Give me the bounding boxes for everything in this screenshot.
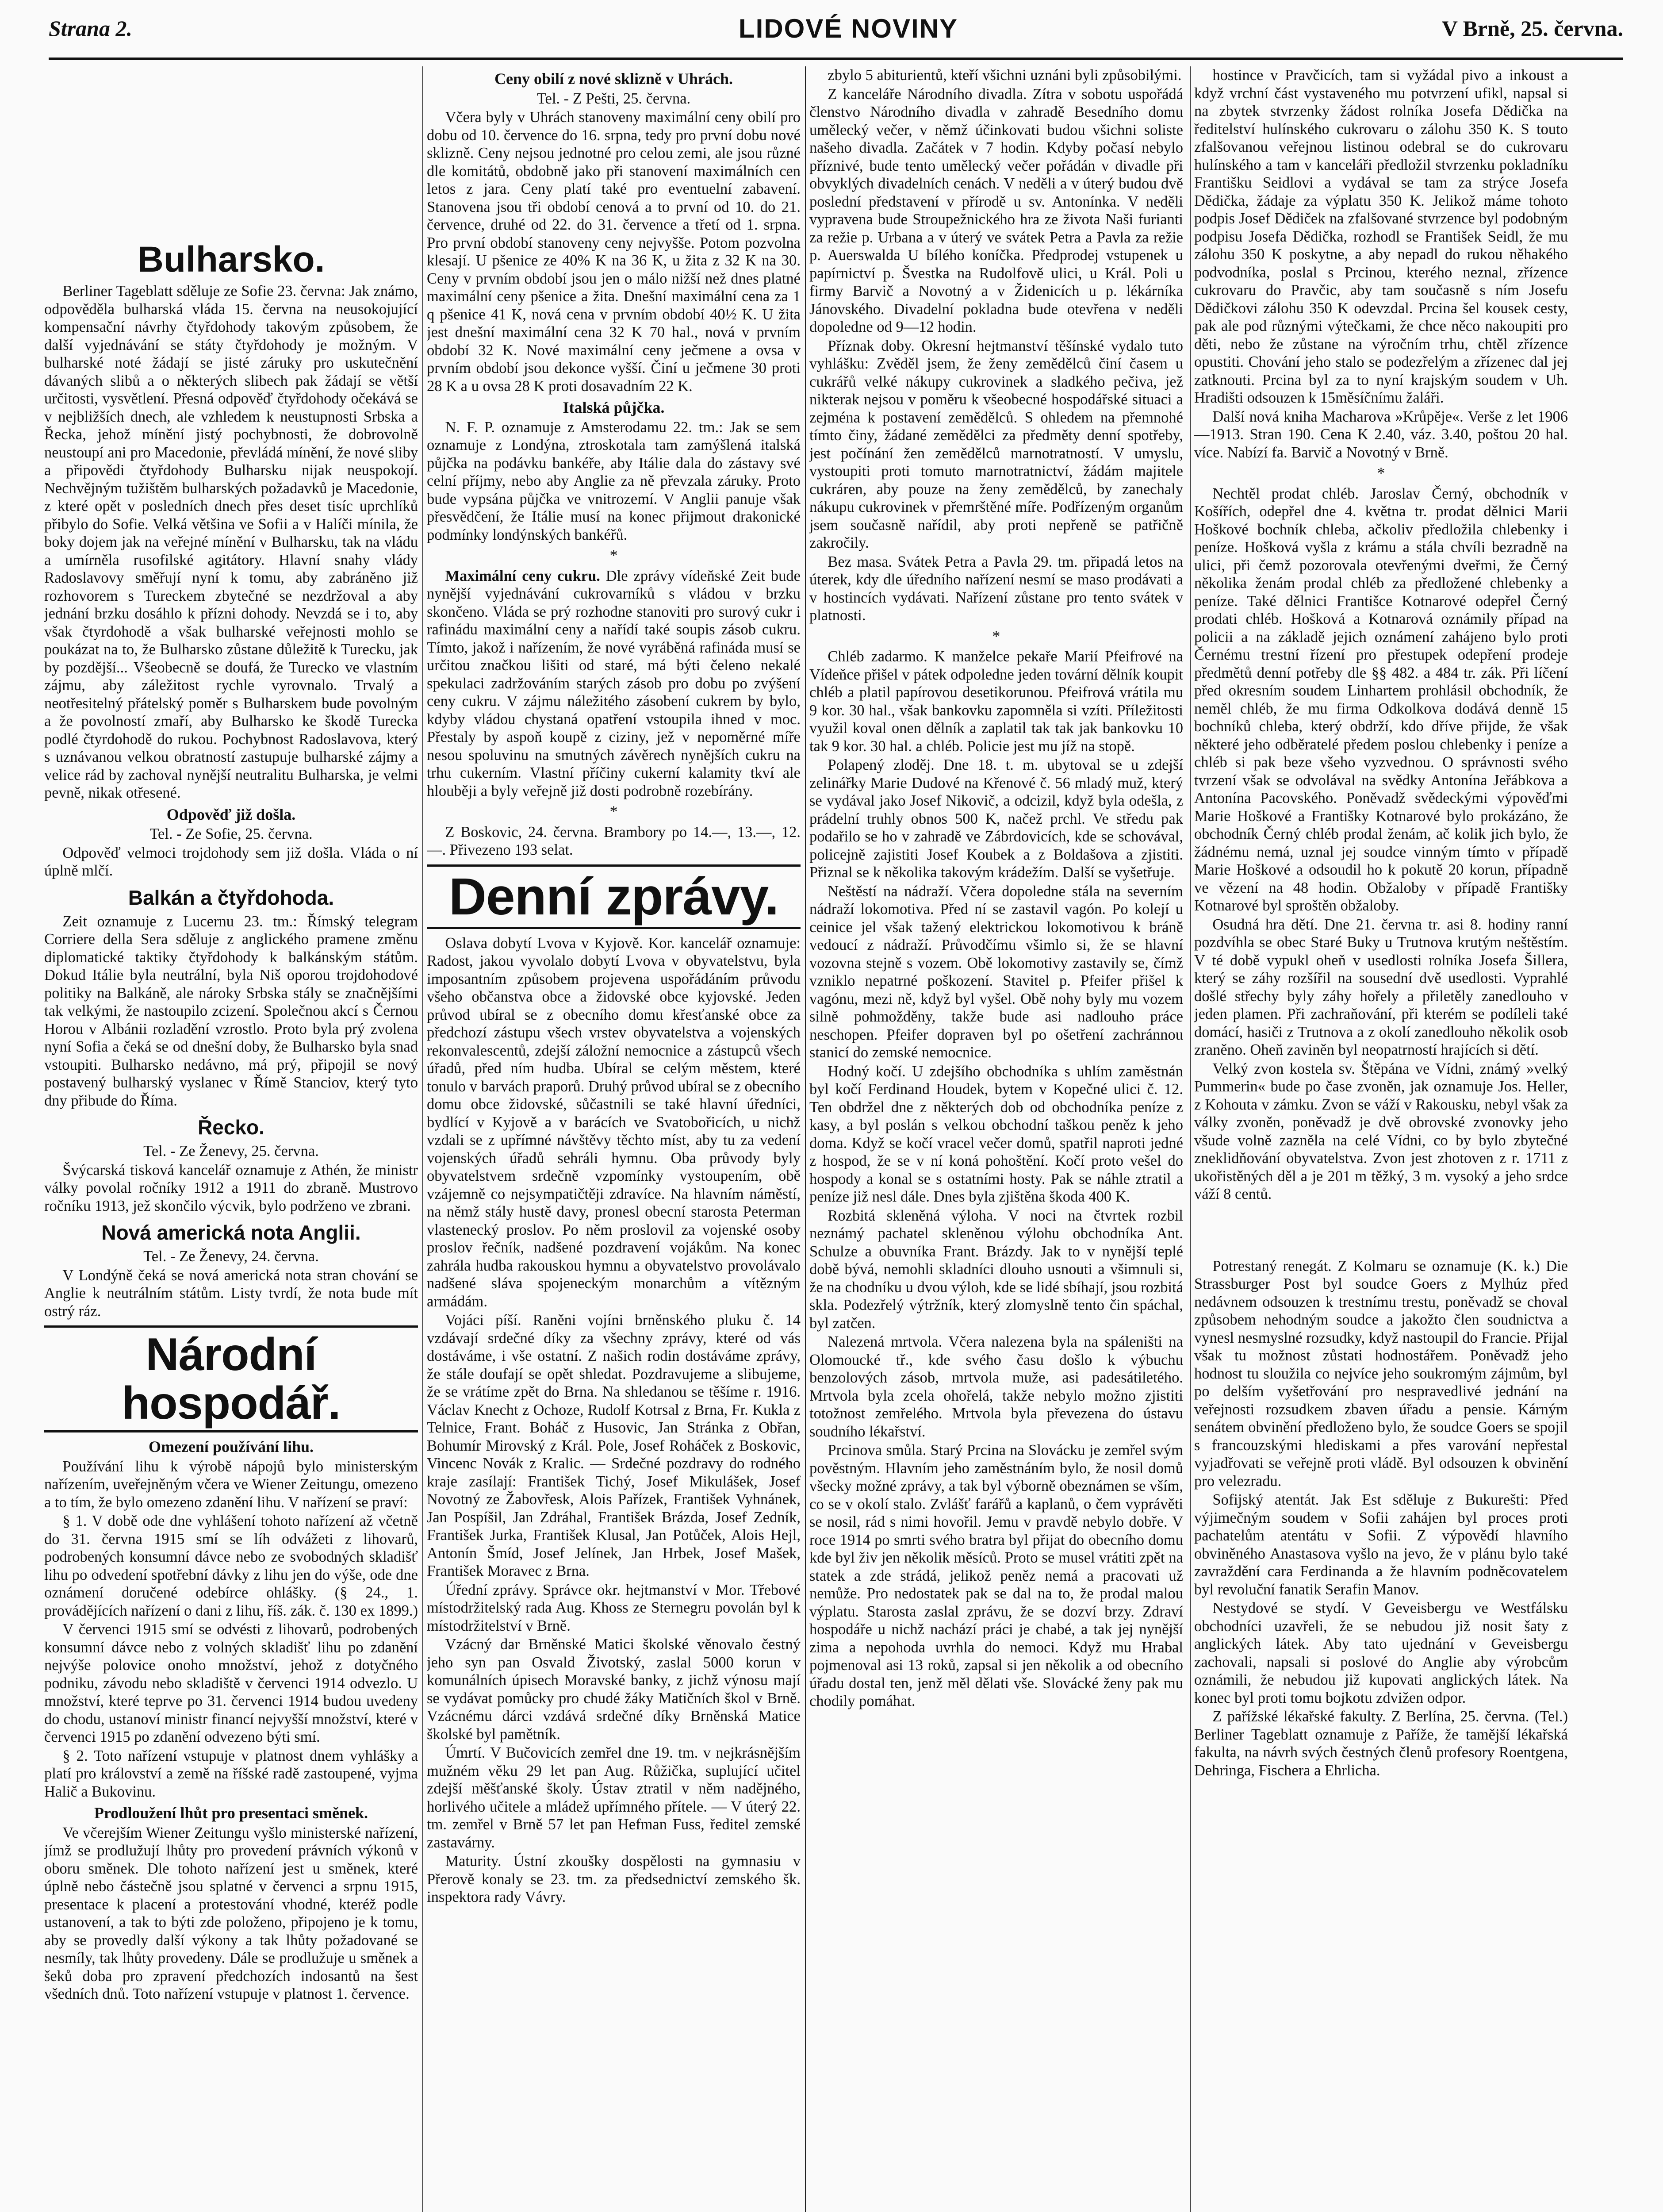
article-body: Osudná hra dětí. Dne 21. června tr. asi 8. hodiny ranní pozdvíhla se obec Staré Buky u Trutnova krutým neštěstím. V té době vypukl oheň v usedlosti rolníka Josefa Šillera, který se záhy rozšířil na sousední dvě usedlosti. Vyprahlé došlé střechy byly záhy hořely a přiletěly zanedlouho v jeden plamen. Při zachraňování, při kterém se podíleli také domácí, hasiči z Trutnova a z okolí zanedlouho několik osob zraněno. Oheň zaviněn byl neopatrností hrajících si dětí. [1194, 916, 1568, 1058]
article-body: V Londýně čeká se nová americká nota stran chování se Anglie k neutrálním státům. Listy tvrdí, že nota bude mít ostrý ráz. [44, 1267, 418, 1320]
article-body: Berliner Tageblatt sděluje ze Sofie 23. června: Jak známo, odpověděla bulharská vláda 15. června na neusokojující kompensační návrhy čtyřdohody takovým způsobem, že další vyjednávání se státy čtyřdohody je možným. V bulharské noté žádají se jisté záruky pro uskutečnění dávaných slibů a o některých slibech pak žádají se větší určitosti, vysvětlení. Přesná odpověď čtyřdohody očekává se v nejbližších dnech, ale vzhledem k neustupnosti Srbska a Řecka, jehož mínění jistý pochybnosti, že dobrovolně neustoupí ani pro Macedonie, převládá mínění, že nové sliby a připovědi čtyřdohody Bulharsku nijak neuspokojí. Nechvějným tužištěm bulharských požadavků je Macedonie, z které opět v posledních dnech přes deset tisíc uprchlíků přibylo do Sofie. Velká většina ve Sofii a v Halíči mínila, že boky dojem jak na veřejné mínění v Bulharsku, tak na vládu a umírněla rusofilské agitátory. Hlavní snahy vlády Radoslavovy směřují nyní k tomu, aby zabráněno již rozhovorem s Tureckem zbytečné se nezdržoval a aby jednání brzku dosáhlo k přízni dohody. Nevzdá se i to, aby však čtyrdohodě a však bulharské veřejnosti mohlo se poukázat na to, že Bulharsko zůstane důležitě k Turecku, jak by pozdější... Všeobecně se doufá, že Turecko ve vlastním zájmu, aby záležitost rychle vyrovnalo. Trvalý a neotřesitelný přátelský poměr s Bulharskem bude povolným a že povolností zmaří, aby Bulharsko ke škodě Turecka podlé čtyrdohodě do rukou. Pochybnost Radoslavova, který s uznávanou velkou obratností zastupuje bulharské zájmy a velice rád by zachoval nynější neutralitu Bulharska, je velmi pevně, nikak otřesené. [44, 283, 418, 801]
article-body: hostince v Pravčicích, tam si vyžádal pivo a inkoust a když vrchní část vystaveného mu potvrzení ufikl, napsal si na zbytek stvrzenky žádost rolníka Josefa Dědička na ředitelství hulínského cukrovaru o zálohu 350 K. S touto zfalšovanou veřejnou listinou odebral se do cukrovaru hulínského a tam v kanceláři předložil stvrzenku pokladníku Františku Seidlovi a vydával se tam za strýce Josefa Dědička, žádaje za výplatu 350 K. Jelikož máme tohoto podpis Josef Dědiček na zfalšované stvrzence byl podobným podpisu Josefa Dědička, rozhodl se František Seidl, že mu zálohu 350 K poskytne, a aby nepadl do rukou něhakého podvodníka, poslal s Prcinou, kterého neznal, zřízence cukrovaru do Pravčic, aby tam současně s ním Josefu Dědičkovi zálohu 350 K odevzdal. Prcina šel kousek cesty, pak ale pod různými výtečkami, že chce něco nakoupiti pro děti, nebo že zůstane na výročním trhu, chtěl zřízence opustiti. Chování jeho stalo se podezřelým a zřízenec dal jej zatknouti. Prcina byl za to nyní krajským soudem v Uh. Hradišti odsouzen k 15měsíčnímu žaláři. [1194, 67, 1568, 406]
article-body: Odpověď velmoci trojdohody sem již došla. Vláda o ní úplně mlčí. [44, 844, 418, 879]
subheading: Ceny obilí z nové sklizně v Uhrách. [494, 70, 733, 88]
article-body: Další nová kniha Macharova »Krůpěje«. Verše z let 1906—1913. Stran 190. Cena K 2.40, váz. 3.40, poštou 20 hal. více. Nabízí fa. Barvič a Novotný v Brně. [1194, 408, 1568, 461]
dateline: Tel. - Ze Sofie, 25. června. [149, 826, 313, 842]
section-banner [427, 864, 801, 929]
lead-phrase: Maximální ceny cukru. [445, 567, 600, 584]
article-body: zbylo 5 abiturientů, kteří všichni uznáni byli způsobilými. [828, 67, 1182, 84]
subheading: Italská půjčka. [563, 399, 665, 416]
separator-star: * [1377, 464, 1385, 482]
article-body: N. F. P. oznamuje z Amsterodamu 22. tm.: Jak se sem oznamuje z Londýna, ztroskotala tam zamýšlená italská půjčka na podávku bankéře, aby Itálie dala do zástavy své celní příjmy, nebo aby Anglie za ně převzala záruky. Proto bude vypsána půjčka ve vnitrozemí. V Anglii panuje však přesvědčení, že Itálie musí na konec přijmout drakonické podmínky londýnských bankéřů. [427, 419, 801, 543]
subheading: Odpověď již došla. [166, 805, 296, 823]
article-body: Ve včerejším Wiener Zeitungu vyšlo ministerské nařízení, jímž se prodlužují lhůty pro provedení právních výkonů v oboru směnek. Dle tohoto nařízení jest u směnek, které úplně nebo částečně jsou splatné v červenci a srpnu 1915, presentace k placení a protestování vhodné, kteréž podle ustanovení, a tak to býti zde položeno, připojeno je k tomu, aby se provedly další výkony a tak lhůty požadované se nesmíly, tak lhůty provedeny. Dále se prodlužuje u směnek a šeků doba pro zpravení předchozích indosantů na šest všedních dnů. Toto nařízení vstupuje v platnost 1. července. [44, 1824, 418, 2002]
headline-nota: Nová americká nota Anglii. [101, 1221, 361, 1244]
article-body [427, 567, 801, 800]
headline-bulharsko: Bulharsko. [137, 239, 325, 280]
subheading: Prodloužení lhůt pro presentaci směnek. [94, 1804, 368, 1822]
article-body: § 1. V době ode dne vyhlášení tohoto nařízení až včetně do 31. června 1915 smí se líh odvážeti z lihovarů, podrobených konsumní dávce nebo ze svobodných skladišť lihu po odvedení spotřební dávky z lihu jen do výše, ode dne oznámení doručené odebírce ohlášky. (§ 24., 1. provádějících nařízení o dani z lihu, říš. zák. č. 130 ex 1899.) [44, 1513, 418, 1619]
article-body: Vojáci píší. Raněni vojíni brněnského pluku č. 14 vzdávají srdečné díky za všechny zprávy, které od vás dostáváme, i vše ostatní. Z našich rodin dostáváme zprávy, že stále doufají se opět shledat. Pozdravujeme a slibujeme, že se vrátíme zpět do Brna. Na shledanou se těšíme r. 1916. Václav Knecht z Ochoze, Rudolf Kotrsal z Brna, Fr. Kukla z Telnice, Frant. Boháč z Husovic, Jan Stránka z Obřan, Bohumír Mirovský z Král. Pole, Josef Roháček z Boskovic, Vincenc Novák z Kralic. — Srdečné pozdravy do rodného kraje zasílají: František Tichý, Josef Mikulášek, Josef Novotný ze Žabovřesk, Alois Pařízek, František Vyhnánek, Jan Pospíšil, Jan Zdráhal, František Brázda, Josef Zedník, František Jurka, František Klusal, Jan Potůček, Alois Hejl, Antonín Šmíd, Josef Jelínek, Jan Hrbek, Josef Mašek, František Moravec z Brna. [427, 1312, 801, 1579]
article-body: Vzácný dar Brněnské Matici školské věnovalo čestný jeho syn pan Osvald Životský, zaslal 5000 korun v komunálních úpisech Moravské banky, z jichž výnosu mají se vydávat pomůcky pro chudé žáky Matičních škol v Brně. Vzácnému dárci vzdává srdečné díky Brněnská Matice školské byl pamětník. [427, 1636, 801, 1743]
article-body: Z kanceláře Národního divadla. Zítra v sobotu uspořádá členstvo Národního divadla v zahradě Besedního domu umělecký večer, v němž účinkovati budou všichni soliste našeho divadla. Začátek v 7 hodin. Kdyby počasí nebylo příznivé, bude tento umělecký večer pořádán v divadle při obvyklých divadelních cenách. V neděli a v úterý budou dvě poslední představení v přírodě u sv. Antonínka. V neděli vypravena bude Stroupežnického hra ze života Naši furianti za režie p. Urbana a v úterý ve svátek Petra a Pavla za režie p. Auerswalda U bílého koníčka. Předprodej vstupenek u papírnictví p. Švestka na Rudolfově ulici, u Král. Poli u firmy Barvič a Novotný a v Židenicích u p. lékárníka Jánovského. Divadelní pokladna bude otevřena v neděli dopoledne od 9—12 hodin. [809, 85, 1183, 335]
article-body: Úmrtí. V Bučovicích zemřel dne 19. tm. v nejkrásnějším mužném věku 29 let pan Aug. Růžička, suplující učitel zdejší měšťanské školy. Ústav ztratil v něm nadějného, horlivého učitele a mládež upřímného přítele. — V úterý 22. tm. zemřel v Brně 57 let pan Hefman Fuss, ředitel zemské zastavárny. [427, 1744, 801, 1851]
article-body: Bez masa. Svátek Petra a Pavla 29. tm. připadá letos na úterek, kdy dle úředního nařízení nesmí se maso prodávati a v hostincích vydávati. Nařízení zůstane pro tento svátek v platnosti. [809, 553, 1183, 624]
issue-date: V Brně, 25. června. [1441, 16, 1623, 41]
column-rule [805, 66, 806, 2212]
article-body: V červenci 1915 smí se odvésti z lihovarů, podrobených konsumní dávce nebo z volných skladišť lihu po zdanění nejvýše polovice onoho množství, jehož z dotyčného podniku, závodu nebo skladiště v červenci 1914 odvezlo. U množství, které teprve po 31. červenci 1914 budou uvedeny do chodu, ustanoví ministr financí nejvyšší množství, které v červenci 1915 po zdanění odvezeno býti smí. [44, 1621, 418, 1745]
masthead [49, 0, 1623, 60]
headline-balkan: Balkán a čtyřdohoda. [128, 886, 334, 909]
section-title-narodni-hospodar: Národní hospodář. [122, 1329, 341, 1429]
column-2 [427, 66, 801, 2212]
article-body: § 2. Toto nařízení vstupuje v platnost dnem vyhlášky a platí pro království a země na říšské radě zastoupené, vyjma Halič a Bukovinu. [44, 1747, 418, 1800]
article-body: Švýcarská tisková kancelář oznamuje z Athén, že ministr války povolal ročníky 1912 a 1911 do zbraně. Mustrovo ročníku 1913, jež skončilo výcvik, bylo podrženo ve zbrani. [44, 1161, 418, 1214]
article-body: Oslava dobytí Lvova v Kyjově. Kor. kancelář oznamuje: Radost, jakou vyvolalo dobytí Lvova v obyvatelstvu, byla imposantním způsobem projevena uspořádáním průvodu všeho občanstva obce a židovské obce kyjovské. Jeden průvod ubíral se z obecního domu křesťanské obce za předchozí zástupu všech vrstev obyvatelstva a vojenských rekonvalescentů, zdejší záložní nemocnice a zástupců všech úřadů, před ním hudba. Ubíral se celým městem, které tonulo v barvách praporů. Druhý průvod ubíral se z obecního domu obce židovské, sůčastnili se také hlavní úředníci, bydlící v Kyjově a v barácích ve Svatobořicích, u nichž vzdali se z upřímné návštěvy těchto míst, aby tu za vedení vojenských úřadů sehráli hymnu. Oba průvody byly obyvatelstvem srdečně vzpomínky vystoupením, obě vzájemně co nejsympatičtěji zdravíce. Na hlavním náměstí, na němž stály hustě davy, pronesl obecní starosta Peterman vlastenecký proslov. Po něm proslovil za vojenské osoby proslov řečník, nadšené pozdravení vojákům. Na konec zahrála hudba rakouskou hymnu a obyvatelstvo provolávalo nadšené sláva spojeneckým monarchům a vítězným armádám. [427, 934, 801, 1310]
article-body: Úřední zprávy. Správce okr. hejtmanství v Mor. Třebové místodržitelský rada Aug. Khoss ze Sternegru povolán byl k místodržitelství v Brně. [427, 1581, 801, 1634]
headline-recko: Řecko. [198, 1116, 264, 1139]
column-3 [809, 66, 1183, 2212]
article-body: Hodný kočí. U zdejšího obchodníka s uhlím zaměstnán byl kočí Ferdinand Houdek, bytem v Kopečné ulici č. 12. Ten obdržel dne z některých dob od obchodníka peníze z kasy, a byl poslán s velkou obchodní taškou peněz k jeho doma. Když se kočí vracel večer domů, spatřil naproti jedné z hospod, že se v ní koná pohoštění. Kočí proto vešel do hospody a konal se s ostatními hosty. Pak se náhle ztratil a peníze již nesl dále. Dnes byla zjištěna škoda 400 K. [809, 1063, 1183, 1205]
column-rule [422, 66, 423, 2212]
article-body: Prcinova smůla. Starý Prcina na Slovácku je zemřel svým pověstným. Hlavním jeho zaměstnáním bylo, že nosil domů všecky možné zprávy, a tak byl výborně obeznámen se vším, co se v okolí stalo. Zvlášť farářů a kaplanů, o čem vyprávěti se nosil, rád s nimi hovořil. Jemu v pravdě nebylo dobře. V roce 1914 po smrti svého bratra byl přijat do obecního domu kde byl živ jen několik měsíců. Proto se musel vrátiti zpět na statek a zde strádá, jelikož peněz nemá a pracovati už nemůže. Pro nedostatek pak se dal na to, že prodal malou výplatu. Starosta zaslal zprávu, že se dozví brzy. Zdraví hospodáře u nichž nachází práci je chabé, a tak jej nynější zima a nepohoda uvrhla do nemoci. Když mu Hrabal pojmenoval asi 13 roků, zapsal si jen několik a od obecního úřadu dostal ten, jenž měl dělati vše. Slovácké ženy pak mu chodily pomáhat. [809, 1442, 1183, 1709]
newspaper-title: LIDOVÉ NOVINY [739, 14, 958, 43]
article-body: Z pařížské lékařské fakulty. Z Berlína, 25. června. (Tel.) Berliner Tageblatt oznamuje z Paříže, že tamější lékařská fakulta, na návrh svých čestných členů profesory Roentgena, Dehringa, Fischera a Ehrlicha. [1194, 1708, 1568, 1779]
section-banner [44, 1325, 418, 1432]
article-body: Včera byly v Uhrách stanoveny maximální ceny obilí pro dobu od 10. července do 16. srpna, tedy pro první dobu nové sklizně. Ceny nejsou jednotné pro celou zemi, ale jsou různé dle komitátů, obdobně jako při stanovení maximálních cen letos z jara. Ceny platí také pro eventuelní zabavení. Stanovena jsou tři období cenová a to první od 10. do 21. července, druhé od 22. do 31. července a třetí od 1. srpna. Pro první období stanoveny ceny nejvyšše. Potom pozvolna klesají. U pšenice ze 40% K na 36 K, u žita z 32 K na 30. Ceny v prvním období jsou jen o málo nižší než dnes platné maximální ceny pšenice a žita. Dnešní maximální cena za 1 q pšenice 41 K, nová cena v prvním období 40½ K. U žita jest dnešní maximální cena 32 K 70 hal., nová v prvním období 32 K. Nové maximální ceny ječmene a ovsa v prvním období jsou dekonce vyšší. Činí u ječmene 30 proti 28 K a u ovsa 28 K proti dosavadním 22 K. [427, 109, 801, 395]
dateline: Tel. - Ze Ženevy, 25. června. [143, 1143, 319, 1160]
section-title-denni-zpravy: Denní zprávy. [448, 867, 779, 926]
article-body: Nechtěl prodat chléb. Jaroslav Černý, obchodník v Košířích, odepřel dne 4. května tr. prodat dělnici Marii Hoškové bochník chleba, ačkoliv předložila chlebenky i peníze. Hošková vyšla z krámu a stála chvíli bezradně na ulici, při čemž pozorovala otevřenými dveřmi, že Černý několika ženám prodal chléb za předložené chlebenky a peníze. Také dělnici Františce Kotnarové odepřel Černý prodati chléb. Hošková a Kotnarová oznámily případ na policii a na základě jejich oznámení zahájeno bylo proti Černému trestní řízení pro přestupek odepření prodeje předmětů denní potřeby dle §§ 482. a 484 tr. zák. Při líčení před okresním soudem Linhartem prohlásil obchodník, že neměl chléb, že mu firma Odkolkova dodává denně 15 bochníků chleba, který obdrží, kdo dříve přijde, že však některé jeho odběratelé předem poslou chlebenky i peníze a chléb si pak beze všeho vyzvednou. O správnosti svého tvrzení však se odvolával na svědky Antonína Jeřábkova a Antonína Pacovského. Poněvadž svědeckými výpověďmi Marie Hoškové a Františky Kotnarové bylo prokázáno, že obchodník Černý chléb prodal ženám, ač kolik jich bylo, že žádnému nemá, uznal jej soudce vinným tímto v případě Marie Hoškové a odsoudil ho k pokutě 20 korun, případně ve vězení na 48 hodin. Obžaloby v případě Františky Kotnarové byl sproštěn obžaloby. [1194, 485, 1568, 914]
article-body: Příznak doby. Okresní hejtmanství těšínské vydalo tuto vyhlášku: Zvěděl jsem, že ženy zemědělců činí časem u cukrářů velké nákupy cukrovinek a sladkého pečiva, jež nikterak nejsou v poměru k všeobecné hospodářské situaci a zejména k postavení zemědělců. S ohledem na přemnohé tímto činy, žádané zemědělci za předměty denní spotřeby, jest počínání žen zemědělců marnotratností. V umyslu, vystoupiti proti tomuto marnotratnictví, žádám majitele cukráren, aby pouze na ženy zemědělců, by zanechaly nákupu cukrovinek v přemrštěné míře. Podřízeným organům jsem současně nařídil, aby proti nepřeně se patřičně zakročily. [809, 337, 1183, 551]
subheading: Omezení používání lihu. [148, 1438, 314, 1455]
separator-star: * [609, 546, 618, 564]
article-body: Neštěstí na nádraží. Včera dopoledne stála na severním nádraží lokomotiva. Před ní se zastavil vagón. Po kolejí u ceinice jel však tažený elektrickou lokomotivou k bráně vedoucí z nádraží. Průvodčímu všimlo si, že se hlavní vozovna stejně s vozem. Obě lokomotivy zastavily se, čímž vzniklo nepatrné poškození. Stavitel p. Pfeifer přišel k vagónu, mezi ně, když byl vyšel. Obě nohy byly mu vozem silně pohmožděny, takže bude asi nadlouho práce neschopen. Pfeifer dopraven byl po ošetření zachránnou stanicí do zemské nemocnice. [809, 883, 1183, 1061]
article-body: Velký zvon kostela sv. Štěpána ve Vídni, známý »velký Pummerin« bude po čase zvoněn, jak oznamuje Jos. Heller, z Kohouta v zámku. Zvon se váží v Rakousku, nebyl však za války zvoněn, poněvadž je dvě obrovské zvonovky jeho všude volně zazněla na celé Vídni, co by bylo zbytečné zneklidňování obyvatelstva. Zvon jest zhotoven z r. 1711 z ukořistěných děl a je 201 m těžký, 3 m. vysoký a jeho srdce váží 8 centů. [1194, 1060, 1568, 1202]
column-1 [44, 66, 418, 2212]
article-body: Chléb zadarmo. K manželce pekaře Marií Pfeifrové na Vídeňce přišel v pátek odpoledne jeden tovární dělník koupit chléb a platil papírovou desetikorunou. Pfeifrová vrátila mu 9 kor. 30 hal., však bankovku zapomněla si vzíti. Příležitosti využil koval onen dělník a zaplatil tak tak jak bankovku 10 tak 9 kor. 30 hal. a chléb. Policie jest mu jíž na stopě. [809, 648, 1183, 755]
article-body: Zeit oznamuje z Lucernu 23. tm.: Římský telegram Corriere della Sera sděluje z anglického pramene změnu diplomatické taktiky čtyřdohody k balkánským státům. Dokud Itálie byla neutrální, byla Niš oporou trojdohodové politiky na Balkáně, ale nároky Srbska stály se značnějšími tak velkými, že nastoupilo zcizení. Společnou akcí s Černou Horou v Albánii rozladění vzrostlo. Proto byla prý zvolena nyní Sofia a čeká se od dnešní doby, že Bulharsko byla snad vstoupiti. Bulharsko nedávno, má prý, připojil se nový postavený bulharský vyslanec v Římě Stanciov, který tyto dny přibude do Říma. [44, 913, 418, 1109]
article-body: Polapený zloděj. Dne 18. t. m. ubytoval se u zdejší zelinářky Marie Dudové na Křenové č. 56 mladý muž, který se vydával jako Josef Nikovič, a odcizil, když byla odešla, z prádelní truhly obnos 500 K, načež prchl. Ve středu pak podařilo se ho v zahradě ve Zábrdovicích, kde se schovával, policejně zajistiti Josef Koubek a z Boldašova a zjistiti. Přiznal se k několika takovým krádežím. Další se vyšetřuje. [809, 757, 1183, 881]
blank-space [1194, 1204, 1568, 1257]
article-body: Z Boskovic, 24. června. Brambory po 14.—, 13.—, 12.—. Přivezeno 193 selat. [427, 823, 801, 858]
article-text: Dle zprávy vídeňské Zeit bude nynější vyjednávání cukrovarníků s vládou v brzku skončeno. Vláda se prý rozhodne stanoviti pro surový cukr i rafinádu maximální ceny a nařídí také soupis zásob cukru. Tímto, jakož i nařízením, že nové vyráběná rafináda musí se určitou značkou lišiti od staré, má býti čeleno nekalé spekulaci zadržováním starých zásob pro dobu po zvýšení ceny cukru. V zájmu náležitého zásobení cukrem by bylo, kdyby vládou chystaná opatření vstoupila ihned v moc. Přestaly by aspoň koupě z ciziny, jež v nepoměrné míře nesou spoluvinu na smutných závěrech nynějších cukru na trhu cukerním. Vlastní příčiny cukerní kalamity tkví ale hlouběji a byly veřejně již dosti podrobně rozebírány. [427, 567, 801, 799]
article-body: Nestydové se stydí. V Geveisbergu ve Westfálsku obchodníci uzavřeli, že se nebudou již nosit šaty z anglických látek. Aby tato ujednání v Geveisbergu zachovali, napsali si poslové do Anglie aby výrobcům oznámili, že nebudou již kupovati anglických látek. Na konec byl proti tomu bojkotu zdvižen odpor. [1194, 1600, 1568, 1706]
separator-star: * [992, 627, 1000, 645]
article-body: Rozbitá skleněná výloha. V noci na čtvrtek rozbil neznámý pachatel skleněnou výlohu obchodníka Ant. Schulze a obuvníka Frant. Brázdy. Jak to v nynější teplé době bývá, nemohli skladníci dlouho usnouti a všimnuli si, že na chodníku u dvou výloh, kde se lidé sbíhají, jsou rozbitá skla. Podezřelý výtržník, který zlomyslně tento čin spáchal, byl zatčen. [809, 1207, 1183, 1332]
dateline: Tel. - Z Pešti, 25. června. [536, 90, 691, 107]
page-number: Strana 2. [49, 16, 132, 41]
dateline: Tel. - Ze Ženevy, 24. června. [143, 1248, 319, 1265]
blank-space [44, 66, 418, 234]
column-rule [1190, 66, 1191, 2212]
column-4 [1194, 66, 1568, 2212]
article-body: Potrestaný renegát. Z Kolmaru se oznamuje (K. k.) Die Strassburger Post byl soudce Goers z Mylhúz před nedávnem odsouzen k trestnímu trestu, poněvadž se choval způsobem nehodným soudce a jakožto člen soudnictva a vynesl nesmyslné rozsudky, když nastoupil do Francie. Přijal však tu možnost zůstati hodnostářem. Poněvadž jeho hodnost tu sloužila co nejvíce jeho soukromým zájmům, byl po delším vyšetřování pro nespravedlivé jednání na veřejnosti rozsudkem zbaven úřadu a pensie. Kárným senátem obvinění předloženo bylo, že soudce Goers se spojil s francouzskými hlediskami a přes varování nepřestal vyjadřovati se veřejně proti vládě. Byl odsouzen k obvinění pro velezradu. [1194, 1257, 1568, 1490]
article-body: Maturity. Ústní zkoušky dospělosti na gymnasiu v Přerově konaly se 23. tm. za předsednictví zemského šk. inspektora rady Vávry. [427, 1853, 801, 1905]
article-body: Sofijský atentát. Jak Est sděluje z Bukurešti: Před výjimečným soudem v Sofii zahájen byl proces proti pachatelům atentátu v Sofii. Z výpovědí hlavního obviněného Anastasova vyšlo na jevo, že v plánu bylo také zavraždění cara Ferdinanda a že hlavním podněcovatelem byl revoluční fanatik Serafin Manov. [1194, 1491, 1568, 1598]
article-body: Používání lihu k výrobě nápojů bylo ministerským nařízením, uveřejněným včera ve Wiener Zeitungu, omezeno a to tím, že bylo omezeno zdanění lihu. V nařízení se praví: [44, 1458, 418, 1511]
article-body: Nalezená mrtvola. Včera nalezena byla na spáleništi na Olomoucké tř., kde svého času došlo k výbuchu benzolových zásob, mrtvola muže, asi padesátiletého. Mrtvola byla zcela ohořelá, takže nebylo možno zjistiti totožnost zemřelého. Mrtvola byla převezena do ústavu soudního lékařství. [809, 1333, 1183, 1440]
separator-star: * [609, 803, 618, 820]
